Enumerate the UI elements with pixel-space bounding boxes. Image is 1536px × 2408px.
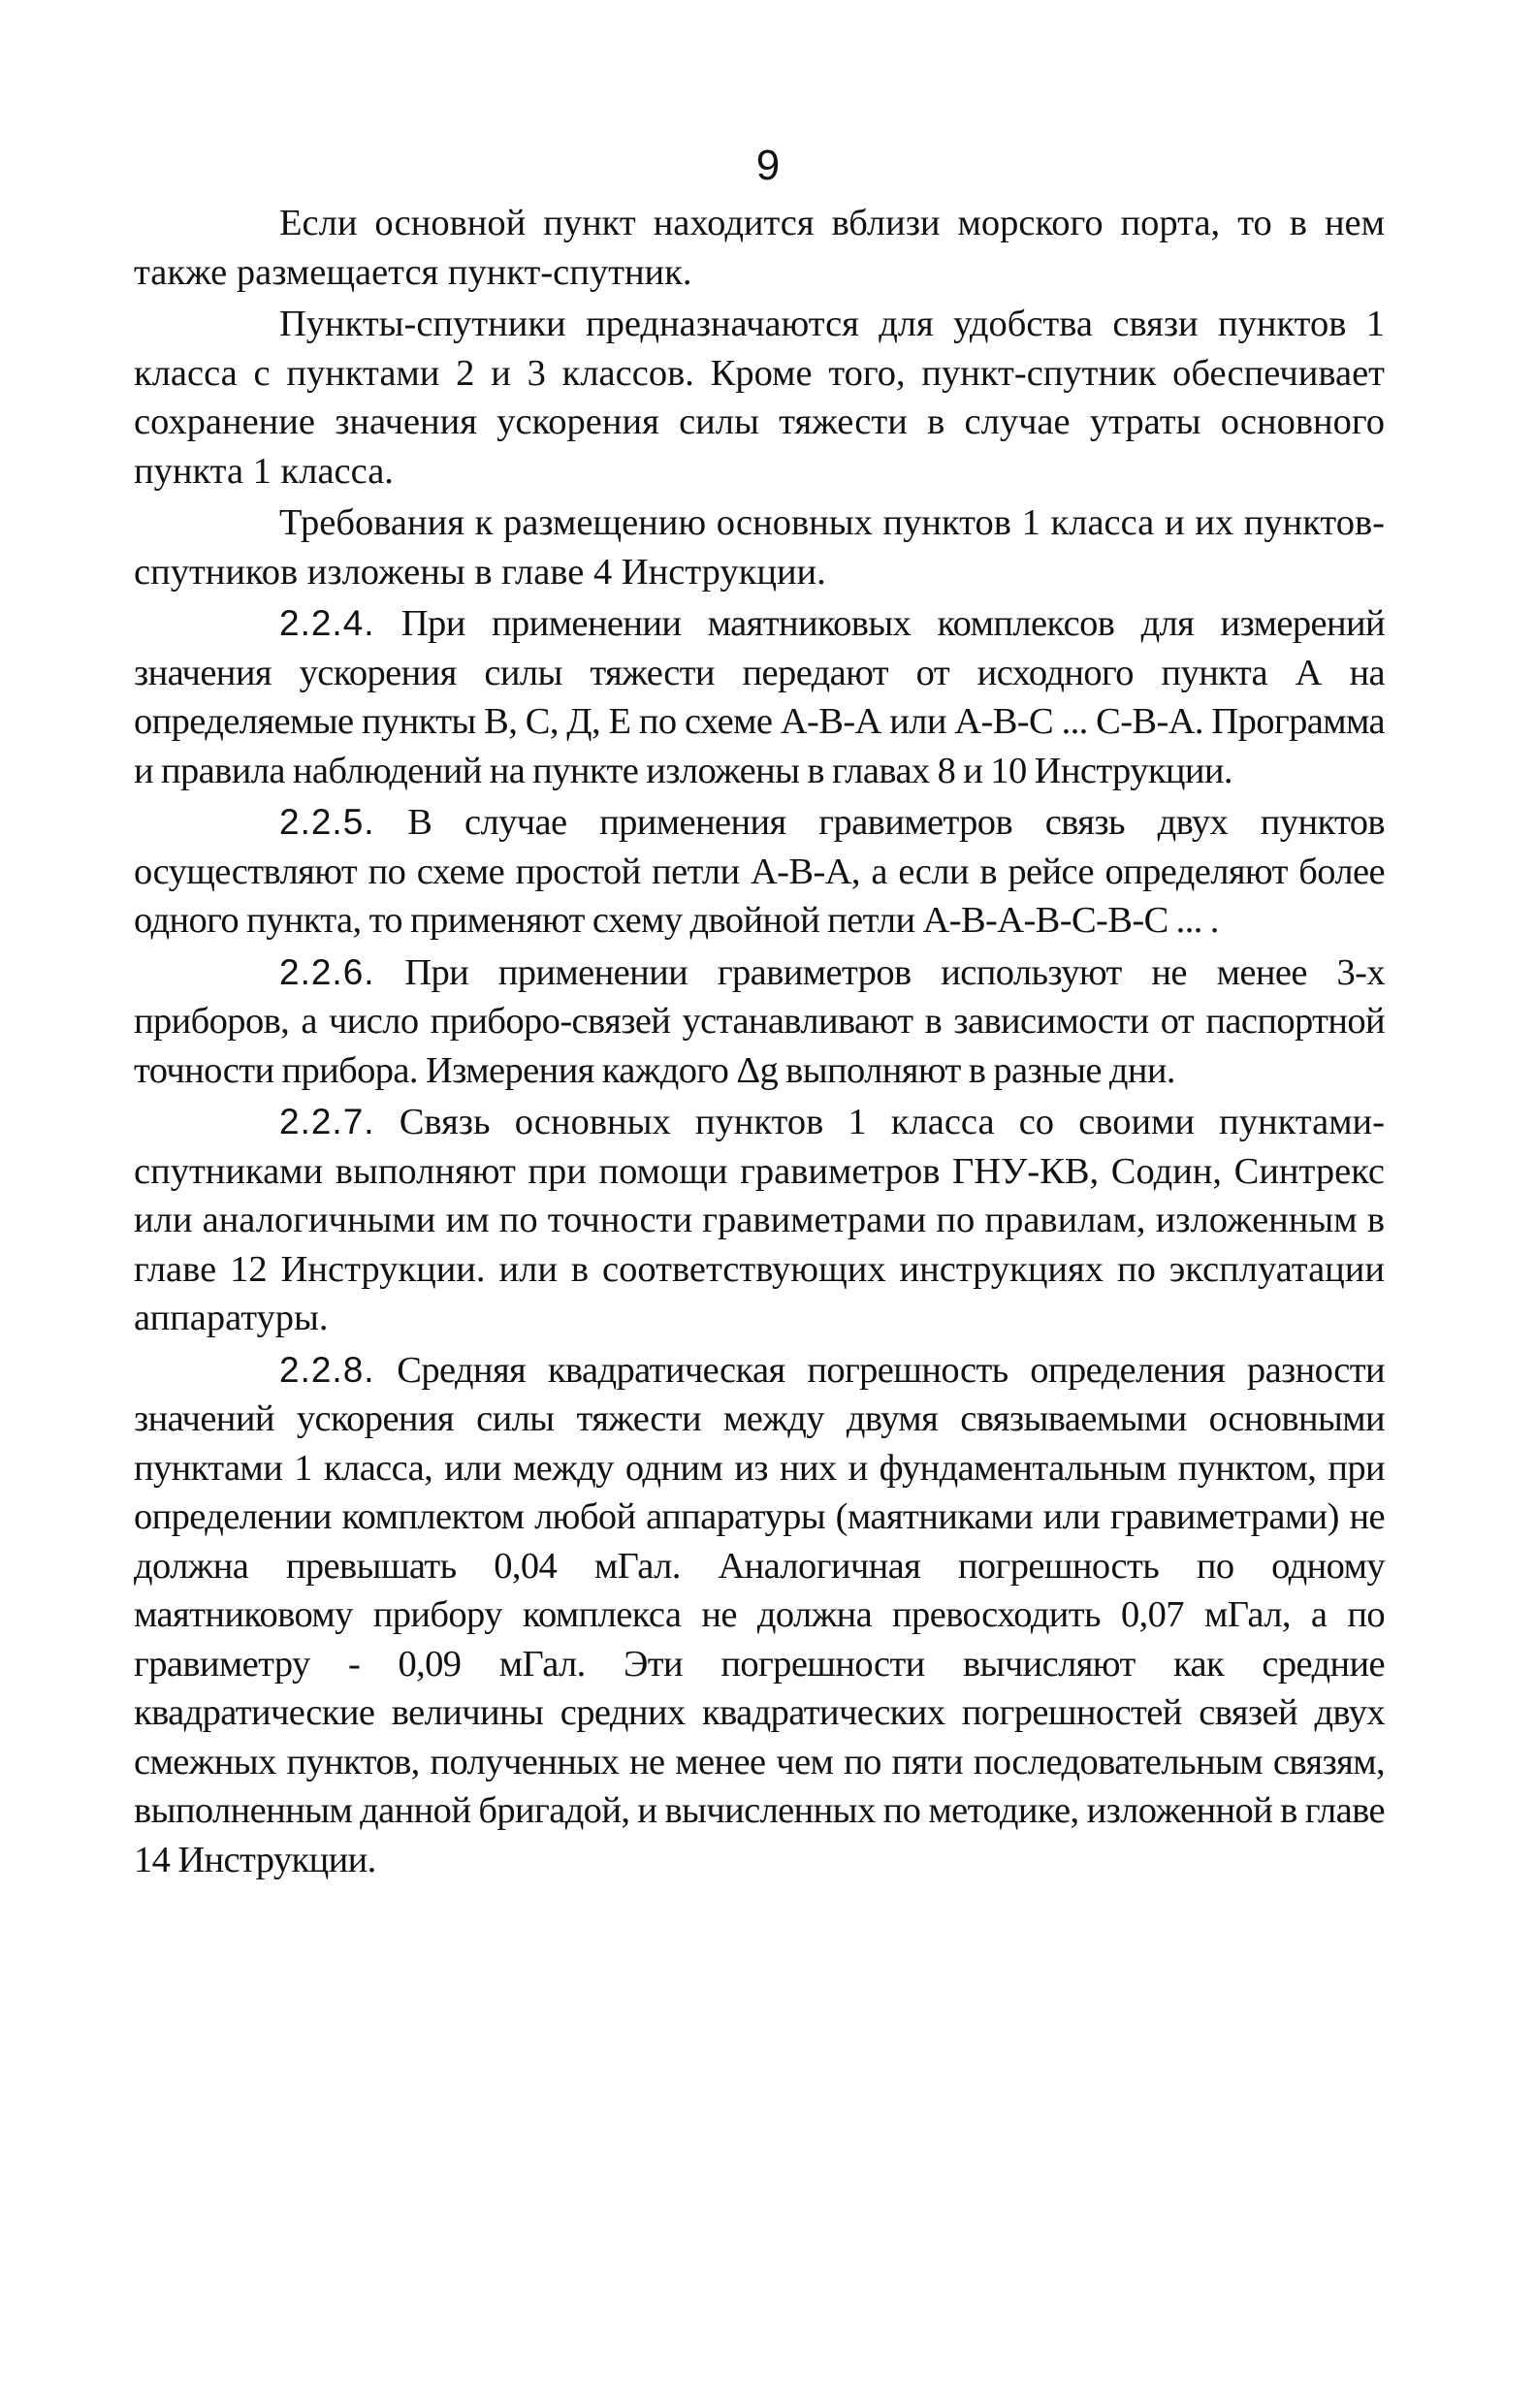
clause-number: 2.2.7. (279, 1102, 375, 1141)
paragraph-text: При применении маятниковых комплексов для измерений значения ускорения силы тяжести передают от исходного пункта А на определяемые пункты В, С, Д, Е по схеме А-В-А или А-В-С ... С-В-А. Программа и правила наблюдений на пункте изложены в главах 8 и 10 Инструкции. (134, 603, 1385, 791)
paragraph-satellite-purpose (134, 300, 1385, 496)
paragraph-placement-requirements (134, 498, 1385, 596)
paragraph-satellite-port (134, 199, 1385, 297)
clause-number: 2.2.6. (279, 951, 375, 992)
paragraph-text: Пункты-спутники предназначаются для удобства связи пунктов 1 класса с пунктами 2 и 3 классов. Кроме того, пункт-спутник обеспечивает сохранение значения ускорения силы тяжести в случае утраты основного пункта 1 класса. (134, 304, 1385, 492)
paragraph-2-2-5 (134, 798, 1385, 946)
paragraph-text: Требования к размещению основных пунктов 1 класса и их пунктов-спутников изложены в главе 4 Инструкции. (134, 502, 1385, 593)
body-text (134, 199, 1385, 1887)
clause-number: 2.2.5. (279, 802, 375, 842)
clause-number: 2.2.8. (279, 1349, 375, 1390)
paragraph-2-2-7 (134, 1098, 1385, 1343)
paragraph-text: Если основной пункт находится вблизи морского порта, то в нем также размещается пункт-спутник. (134, 203, 1385, 293)
clause-number: 2.2.4. (279, 603, 375, 643)
paragraph-2-2-8 (134, 1346, 1385, 1885)
paragraph-text: В случае применения гравиметров связь двух пунктов осуществляют по схеме простой петли А-В-А, а если в рейсе определяют более одного пункта, то применяют схему двойной петли А-В-А-В-С-В-С ... . (134, 802, 1385, 941)
paragraph-2-2-4 (134, 599, 1385, 795)
page-number: 9 (755, 142, 781, 189)
paragraph-text: Средняя квадратическая погрешность определения разности значений ускорения силы тяжести между двумя связываемыми основными пунктами 1 класса, или между одним из них и фундаментальным пунктом, при определении комплектом любой аппаратуры (маятниками или гравиметрами) не должна превышать 0,04 мГал. Аналогичная погрешность по одному маятниковому прибору комплекса не должна превосходить 0,07 мГал, а по гравиметру - 0,09 мГал. Эти погрешности вычисляют как средние квадратические величины средних квадратических погрешностей связей двух смежных пунктов, полученных не менее чем по пяти последовательным связям, выполненным данной бригадой, и вычисленных по методике, изложенной в главе 14 Инструкции. (134, 1349, 1385, 1880)
paragraph-text: При применении гравиметров используют не менее 3-х приборов, а число приборо-связей устанавливают в зависимости от паспортной точности прибора. Измерения каждого Δg выполняют в разные дни. (134, 951, 1385, 1091)
paragraph-2-2-6 (134, 948, 1385, 1096)
paragraph-text: Связь основных пунктов 1 класса со своими пунктами-спутниками выполняют при помощи гравиметров ГНУ-КВ, Содин, Синтрекс или аналогичными им по точности гравиметрами по правилам, изложенным в главе 12 Инструкции. или в соответствующих инструкциях по эксплуатации аппаратуры. (134, 1102, 1385, 1338)
